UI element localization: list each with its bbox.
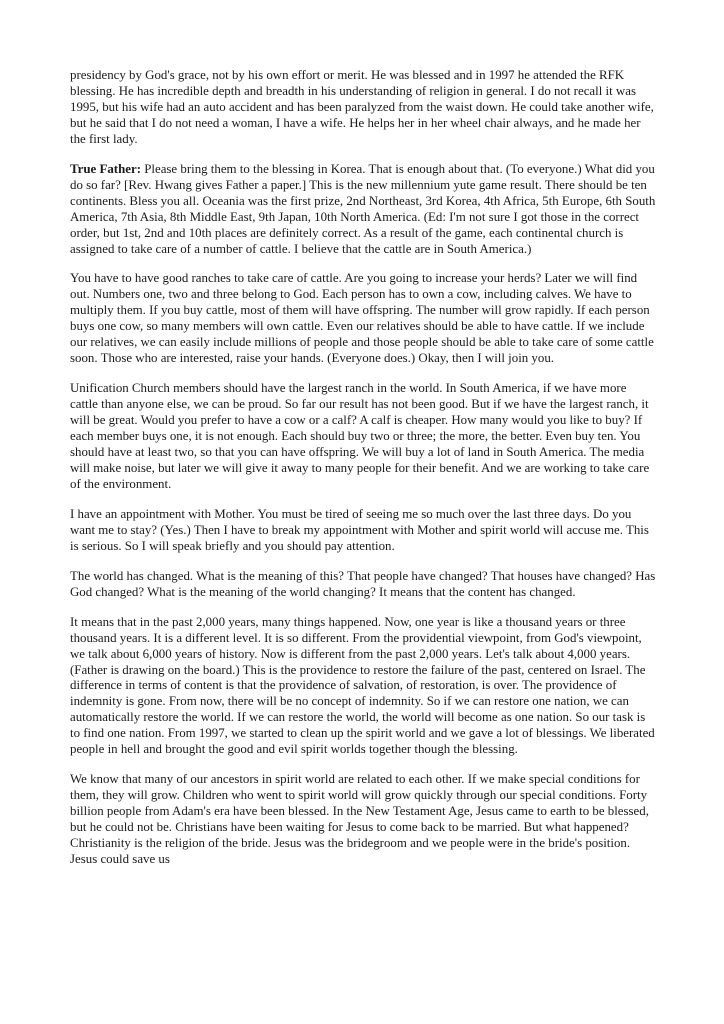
paragraph-7-text: It means that in the past 2,000 years, many things happened. Now, one year is like a thousand years or three thousand years. It is a different level. It is so different. From the providential viewpoint, from God's viewpoint, we talk about 6,000 years of history. Now is different from the past 2,000 years. Let's talk about 4,000 years. (Father is drawing on the board.) This is the providence to restore the failure of the past, centered on Israel. The difference in terms of content is that the providence of salvation, of restoration, is over. The providence of indemnity is gone. From now, there will be no concept of indemnity. So if we can restore one nation, we can automatically restore the world. If we can restore the world, the world will become as one nation. So our task is to find one nation. From 1997, we started to clean up the spirit world and we gave a lot of blessings. We liberated people in hell and brought the good and evil spirit worlds together though the blessing. [70,614,655,757]
paragraph-5 [70,507,656,555]
paragraph-1-text: presidency by God's grace, not by his own effort or merit. He was blessed and in 1997 he attended the RFK blessing. He has incredible depth and breadth in his understanding of religion in general. I do not recall it was 1995, but his wife had an auto accident and has been paralyzed from the waist down. He could take another wife, but he said that I do not need a woman, I have a wife. He helps her in her wheel chair always, and he made her the first lady. [70,68,654,146]
paragraph-2-text: Please bring them to the blessing in Korea. That is enough about that. (To everyone.) What did you do so far? [Rev. Hwang gives Father a paper.] This is the new millennium yute game result. There should be ten continents. Bless you all. Oceania was the first prize, 2nd Northeast, 3rd Korea, 4th Africa, 5th Europe, 6th South America, 7th Asia, 8th Middle East, 9th Japan, 10th North America. (Ed: I'm not sure I got those in the correct order, but 1st, 2nd and 10th places are definitely correct. As a result of the game, each continental church is assigned to take care of a number of cattle. I believe that the cattle are in South America.) [70,161,656,256]
paragraph-6-text: The world has changed. What is the meaning of this? That people have changed? That houses have changed? Has God changed? What is the meaning of the world changing? It means that the content has changed. [70,568,656,599]
paragraph-4 [70,381,656,493]
paragraph-8-text: We know that many of our ancestors in spirit world are related to each other. If we make special conditions for them, they will grow. Children who went to spirit world will grow quickly through our special conditions. Forty billion people from Adam's era have been blessed. In the New Testament Age, Jesus came to earth to be blessed, but he could not be. Christians have been waiting for Jesus to come back to be married. But what happened? Christianity is the religion of the bride. Jesus was the bridegroom and we people were in the bride's position. Jesus could save us [70,772,649,866]
paragraph-3 [70,271,656,367]
paragraph-6 [70,569,656,601]
paragraph-7 [70,615,656,759]
paragraph-2 [70,162,656,258]
speaker-label: True Father: [70,161,141,176]
paragraph-3-text: You have to have good ranches to take care of cattle. Are you going to increase your herds? Later we will find out. Numbers one, two and three belong to God. Each person has to own a cow, including calves. We have to multiply them. If you buy cattle, most of them will have offspring. The number will grow rapidly. If each person buys one cow, so many members will own cattle. Even our relatives should be able to have cattle. If we include our relatives, we can easily include millions of people and those people should be able to take care of some cattle soon. Those who are interested, raise your hands. (Everyone does.) Okay, then I will join you. [70,271,654,366]
paragraph-8 [70,772,656,868]
document-body [70,68,656,882]
paragraph-1 [70,68,656,148]
paragraph-4-text: Unification Church members should have the largest ranch in the world. In South America, if we have more cattle than anyone else, we can be proud. So far our result has not been good. But if we have the largest ranch, it will be great. Would you prefer to have a cow or a calf? A calf is cheaper. How many would you like to buy? If each member buys one, it is not enough. Each should buy two or three; the more, the better. Even buy ten. You should have at least two, so that you can have offspring. We will buy a lot of land in South America. The media will make noise, but later we will give it away to many people for their benefit. And we are working to take care of the environment. [70,381,650,491]
paragraph-5-text: I have an appointment with Mother. You must be tired of seeing me so much over the last three days. Do you want me to stay? (Yes.) Then I have to break my appointment with Mother and spirit world will accuse me. This is serious. So I will speak briefly and you should pay attention. [70,506,649,553]
